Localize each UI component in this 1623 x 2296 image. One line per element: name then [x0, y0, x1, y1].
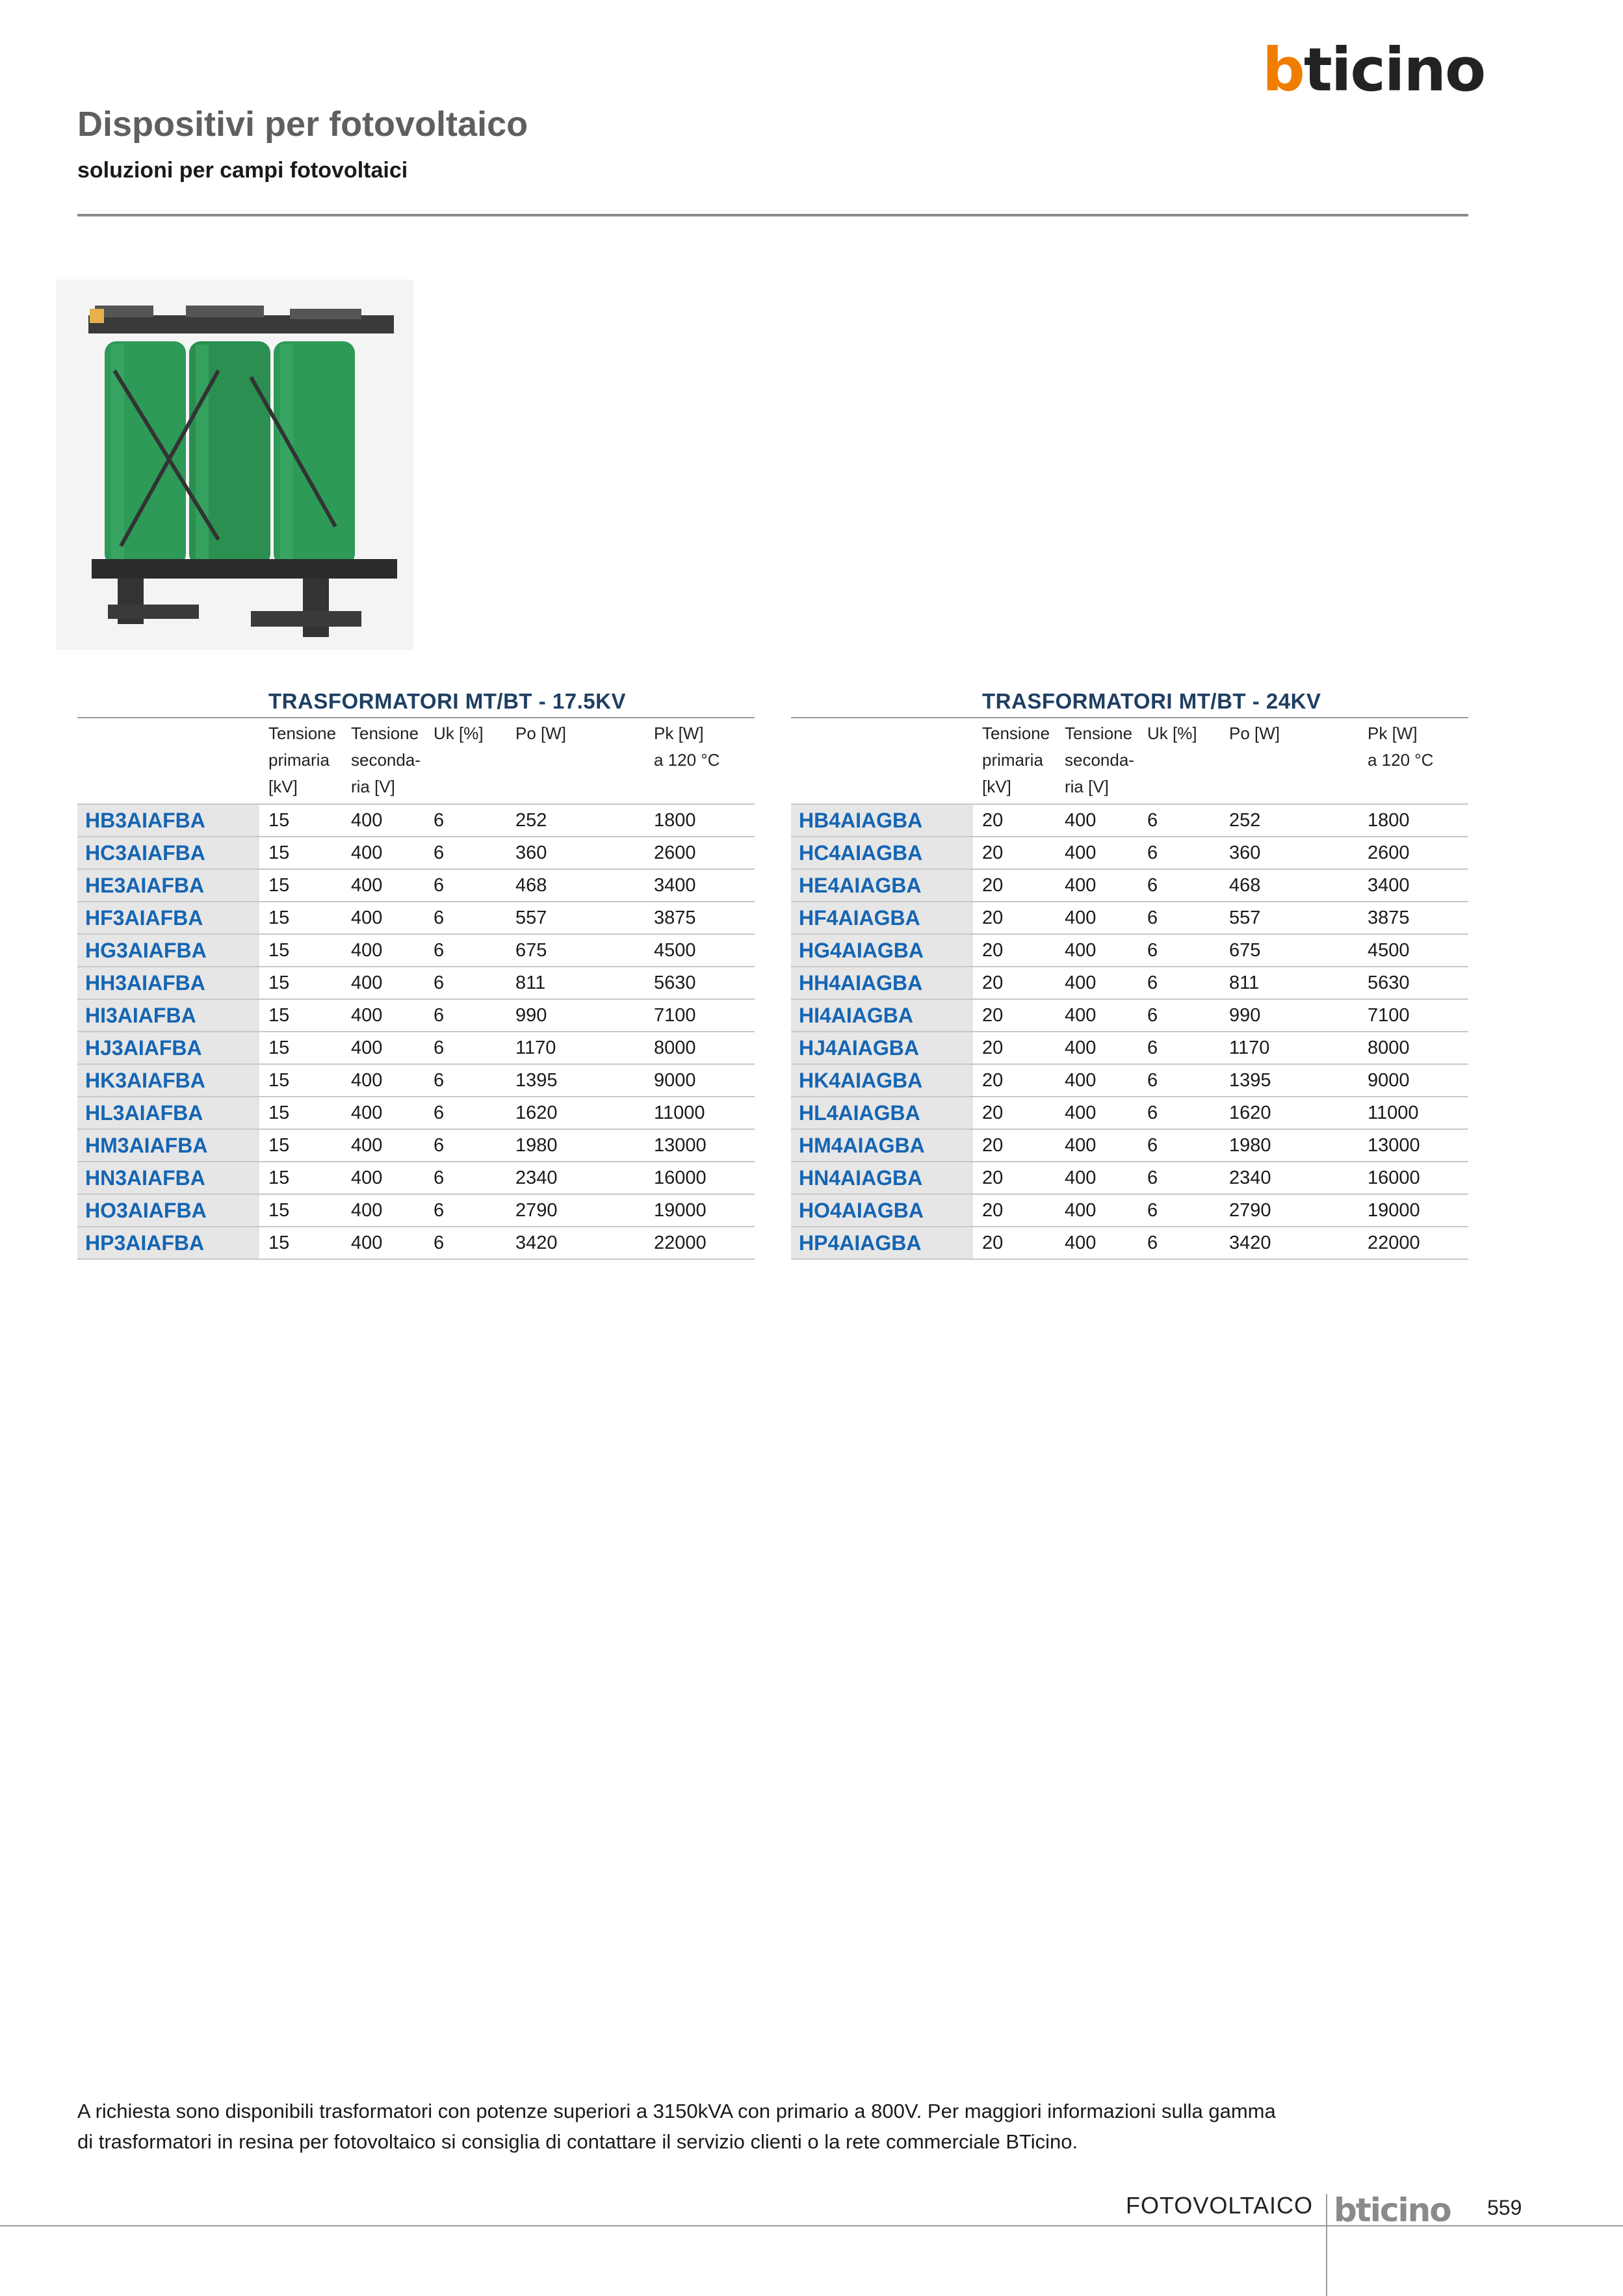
- primary-voltage-cell: 15: [268, 1233, 290, 1253]
- logo-text: ticino: [1355, 2191, 1451, 2229]
- header-divider: [77, 214, 1468, 216]
- pk-cell: 11000: [1368, 1102, 1419, 1123]
- pk-cell: 22000: [654, 1233, 707, 1253]
- product-code: HC3AIAFBA: [77, 837, 261, 868]
- table-row: [77, 1194, 755, 1226]
- product-code: HI3AIAFBA: [77, 1000, 261, 1031]
- pk-cell: 3400: [654, 875, 696, 896]
- secondary-voltage-cell: 400: [1065, 875, 1097, 896]
- product-code: HN4AIAGBA: [791, 1162, 974, 1194]
- uk-cell: 6: [1147, 1037, 1158, 1058]
- po-cell: 2790: [515, 1200, 558, 1221]
- primary-voltage-cell: 20: [982, 1135, 1004, 1156]
- product-code: HE3AIAFBA: [77, 870, 261, 901]
- po-cell: 990: [1229, 1005, 1261, 1026]
- pk-cell: 4500: [1368, 940, 1410, 961]
- uk-cell: 6: [434, 1070, 445, 1091]
- header-po: Po [W]: [515, 724, 567, 743]
- uk-cell: 6: [1147, 940, 1158, 961]
- uk-cell: 6: [434, 810, 445, 831]
- primary-voltage-cell: 15: [268, 810, 290, 831]
- primary-voltage-cell: 20: [982, 1005, 1004, 1026]
- primary-voltage-cell: 20: [982, 1168, 1004, 1188]
- po-cell: 1395: [515, 1070, 558, 1091]
- po-cell: 675: [1229, 940, 1261, 961]
- uk-cell: 6: [434, 1233, 445, 1253]
- po-cell: 1170: [515, 1037, 556, 1058]
- footnote: A richiesta sono disponibili trasformatori con potenze superiori a 3150kVA con primario a 800V. Per maggiori informazioni sulla gamma di trasformatori in resina per fotovoltaico si consiglia di contattare il servizio clienti o la rete commerciale BTicino.: [77, 2100, 1276, 2153]
- po-cell: 468: [515, 875, 547, 896]
- uk-cell: 6: [434, 1102, 445, 1123]
- pk-cell: 19000: [1368, 1200, 1420, 1221]
- primary-voltage-cell: 15: [268, 1135, 290, 1156]
- product-code: HB3AIAFBA: [77, 805, 261, 836]
- pk-cell: 3400: [1368, 875, 1410, 896]
- header-secondary-voltage: Tensione seconda- ria [V]: [351, 724, 421, 796]
- uk-cell: 6: [1147, 842, 1158, 863]
- bticino-footer-logo: [1334, 2191, 1451, 2229]
- table-row: [791, 868, 1468, 901]
- po-cell: 3420: [1229, 1233, 1271, 1253]
- table-row: [791, 933, 1468, 966]
- logo-text: ticino: [1303, 35, 1485, 105]
- pk-cell: 11000: [654, 1102, 705, 1123]
- header-pk: Pk [W] a 120 °C: [1368, 724, 1434, 770]
- pk-cell: 16000: [1368, 1168, 1420, 1188]
- product-code: HJ3AIAFBA: [77, 1032, 261, 1063]
- secondary-voltage-cell: 400: [1065, 842, 1097, 863]
- secondary-voltage-cell: 400: [1065, 1070, 1097, 1091]
- table-row: [77, 868, 755, 901]
- secondary-voltage-cell: 400: [351, 875, 383, 896]
- table-row: [791, 901, 1468, 933]
- table-row: [77, 1031, 755, 1063]
- secondary-voltage-cell: 400: [1065, 1037, 1097, 1058]
- po-cell: 2340: [1229, 1168, 1271, 1188]
- table-row: [791, 1128, 1468, 1161]
- pk-cell: 3875: [1368, 907, 1410, 928]
- uk-cell: 6: [434, 1005, 445, 1026]
- uk-cell: 6: [1147, 972, 1158, 993]
- table-row: [791, 998, 1468, 1031]
- secondary-voltage-cell: 400: [1065, 1135, 1097, 1156]
- table-row: [77, 1063, 755, 1096]
- uk-cell: 6: [434, 1135, 445, 1156]
- table-row: [77, 836, 755, 868]
- primary-voltage-cell: 20: [982, 1070, 1004, 1091]
- pk-cell: 9000: [654, 1070, 696, 1091]
- secondary-voltage-cell: 400: [351, 1005, 383, 1026]
- logo-b: b: [1262, 35, 1304, 105]
- po-cell: 557: [1229, 907, 1261, 928]
- secondary-voltage-cell: 400: [1065, 810, 1097, 831]
- primary-voltage-cell: 15: [268, 972, 290, 993]
- pk-cell: 7100: [1368, 1005, 1410, 1026]
- primary-voltage-cell: 15: [268, 940, 290, 961]
- product-code: HB4AIAGBA: [791, 805, 974, 836]
- pk-cell: 3875: [654, 907, 696, 928]
- uk-cell: 6: [1147, 1200, 1158, 1221]
- po-cell: 811: [515, 972, 546, 993]
- pk-cell: 4500: [654, 940, 696, 961]
- uk-cell: 6: [1147, 1102, 1158, 1123]
- table-row: [77, 803, 755, 836]
- secondary-voltage-cell: 400: [1065, 1102, 1097, 1123]
- page-title: Dispositivi per fotovoltaico: [77, 105, 528, 144]
- po-cell: 360: [515, 842, 547, 863]
- product-code: HC4AIAGBA: [791, 837, 974, 868]
- secondary-voltage-cell: 400: [351, 907, 383, 928]
- primary-voltage-cell: 20: [982, 907, 1004, 928]
- primary-voltage-cell: 20: [982, 1233, 1004, 1253]
- product-code: HP4AIAGBA: [791, 1227, 974, 1259]
- table-row: [791, 1194, 1468, 1226]
- pk-cell: 2600: [1368, 842, 1410, 863]
- secondary-voltage-cell: 400: [351, 842, 383, 863]
- product-code: HL4AIAGBA: [791, 1097, 974, 1128]
- secondary-voltage-cell: 400: [1065, 1233, 1097, 1253]
- table-row: [791, 803, 1468, 836]
- primary-voltage-cell: 20: [982, 842, 1004, 863]
- header-pk: Pk [W] a 120 °C: [654, 724, 720, 770]
- table-row: [77, 966, 755, 998]
- secondary-voltage-cell: 400: [351, 1168, 383, 1188]
- table-row: [77, 1226, 755, 1260]
- product-code: HK3AIAFBA: [77, 1065, 261, 1096]
- primary-voltage-cell: 15: [268, 1200, 290, 1221]
- po-cell: 2340: [515, 1168, 558, 1188]
- product-code: HH4AIAGBA: [791, 967, 974, 998]
- product-code: HE4AIAGBA: [791, 870, 974, 901]
- product-code: HI4AIAGBA: [791, 1000, 974, 1031]
- pk-cell: 5630: [654, 972, 696, 993]
- po-cell: 811: [1229, 972, 1260, 993]
- product-code: HG4AIAGBA: [791, 935, 974, 966]
- page-subtitle: soluzioni per campi fotovoltaici: [77, 158, 408, 183]
- secondary-voltage-cell: 400: [351, 810, 383, 831]
- pk-cell: 16000: [654, 1168, 707, 1188]
- table-row: [791, 1063, 1468, 1096]
- product-code: HG3AIAFBA: [77, 935, 261, 966]
- secondary-voltage-cell: 400: [351, 1233, 383, 1253]
- secondary-voltage-cell: 400: [1065, 1168, 1097, 1188]
- secondary-voltage-cell: 400: [351, 1200, 383, 1221]
- product-code: HM4AIAGBA: [791, 1130, 974, 1161]
- uk-cell: 6: [1147, 1168, 1158, 1188]
- po-cell: 1620: [515, 1102, 558, 1123]
- uk-cell: 6: [434, 875, 445, 896]
- uk-cell: 6: [1147, 875, 1158, 896]
- primary-voltage-cell: 20: [982, 1037, 1004, 1058]
- primary-voltage-cell: 20: [982, 1200, 1004, 1221]
- uk-cell: 6: [434, 907, 445, 928]
- table-header: [791, 718, 1468, 803]
- po-cell: 252: [515, 810, 547, 831]
- uk-cell: 6: [1147, 810, 1158, 831]
- pk-cell: 5630: [1368, 972, 1410, 993]
- table-row: [791, 836, 1468, 868]
- product-code: HK4AIAGBA: [791, 1065, 974, 1096]
- pk-cell: 22000: [1368, 1233, 1420, 1253]
- po-cell: 675: [515, 940, 547, 961]
- table-row: [77, 1128, 755, 1161]
- pk-cell: 1800: [1368, 810, 1410, 831]
- primary-voltage-cell: 20: [982, 875, 1004, 896]
- uk-cell: 6: [434, 1168, 445, 1188]
- product-code: HH3AIAFBA: [77, 967, 261, 998]
- primary-voltage-cell: 20: [982, 1102, 1004, 1123]
- po-cell: 557: [515, 907, 547, 928]
- logo-b: b: [1334, 2191, 1356, 2229]
- secondary-voltage-cell: 400: [351, 940, 383, 961]
- secondary-voltage-cell: 400: [1065, 1005, 1097, 1026]
- product-code: HO4AIAGBA: [791, 1195, 974, 1226]
- primary-voltage-cell: 15: [268, 875, 290, 896]
- product-code: HO3AIAFBA: [77, 1195, 261, 1226]
- table-title: TRASFORMATORI MT/BT - 24KV: [982, 689, 1321, 713]
- footer-vertical-divider: [1326, 2194, 1327, 2296]
- secondary-voltage-cell: 400: [1065, 1200, 1097, 1221]
- uk-cell: 6: [434, 1200, 445, 1221]
- secondary-voltage-cell: 400: [1065, 940, 1097, 961]
- uk-cell: 6: [1147, 907, 1158, 928]
- table-17kv: [77, 686, 755, 1260]
- header-secondary-voltage: Tensione seconda- ria [V]: [1065, 724, 1134, 796]
- po-cell: 252: [1229, 810, 1261, 831]
- product-code: HN3AIAFBA: [77, 1162, 261, 1194]
- pk-cell: 8000: [1368, 1037, 1410, 1058]
- secondary-voltage-cell: 400: [351, 1037, 383, 1058]
- header-primary-voltage: Tensione primaria [kV]: [982, 724, 1050, 796]
- header-code: [791, 720, 974, 803]
- table-row: [77, 1096, 755, 1128]
- table-body: [791, 803, 1468, 1260]
- header-code: [77, 720, 261, 803]
- header-uk: Uk [%]: [1147, 724, 1197, 743]
- pk-cell: 19000: [654, 1200, 707, 1221]
- primary-voltage-cell: 15: [268, 1037, 290, 1058]
- product-code: HM3AIAFBA: [77, 1130, 261, 1161]
- transformer-icon: [56, 280, 413, 650]
- pk-cell: 8000: [654, 1037, 696, 1058]
- primary-voltage-cell: 20: [982, 940, 1004, 961]
- po-cell: 2790: [1229, 1200, 1271, 1221]
- table-row: [77, 1161, 755, 1194]
- table-row: [791, 966, 1468, 998]
- header-po: Po [W]: [1229, 724, 1280, 743]
- table-header: [77, 718, 755, 803]
- secondary-voltage-cell: 400: [1065, 972, 1097, 993]
- primary-voltage-cell: 15: [268, 1102, 290, 1123]
- header-primary-voltage: Tensione primaria [kV]: [268, 724, 337, 796]
- table-24kv: [791, 686, 1468, 1260]
- po-cell: 1395: [1229, 1070, 1271, 1091]
- table-row: [791, 1161, 1468, 1194]
- product-code: HF4AIAGBA: [791, 902, 974, 933]
- transformer-image: [56, 280, 413, 650]
- secondary-voltage-cell: 400: [351, 1102, 383, 1123]
- po-cell: 990: [515, 1005, 547, 1026]
- uk-cell: 6: [434, 972, 445, 993]
- table-row: [791, 1226, 1468, 1260]
- product-code: HL3AIAFBA: [77, 1097, 261, 1128]
- pk-cell: 2600: [654, 842, 696, 863]
- primary-voltage-cell: 15: [268, 842, 290, 863]
- table-title: TRASFORMATORI MT/BT - 17.5KV: [268, 689, 626, 713]
- header-uk: Uk [%]: [434, 724, 484, 743]
- pk-cell: 9000: [1368, 1070, 1410, 1091]
- primary-voltage-cell: 15: [268, 1070, 290, 1091]
- uk-cell: 6: [434, 1037, 445, 1058]
- po-cell: 1980: [1229, 1135, 1271, 1156]
- footer-section-label: FOTOVOLTAICO: [1126, 2192, 1314, 2219]
- uk-cell: 6: [1147, 1233, 1158, 1253]
- secondary-voltage-cell: 400: [351, 1135, 383, 1156]
- pk-cell: 13000: [654, 1135, 707, 1156]
- table-body: [77, 803, 755, 1260]
- uk-cell: 6: [434, 842, 445, 863]
- po-cell: 360: [1229, 842, 1261, 863]
- table-row: [791, 1096, 1468, 1128]
- po-cell: 3420: [515, 1233, 558, 1253]
- primary-voltage-cell: 20: [982, 810, 1004, 831]
- primary-voltage-cell: 20: [982, 972, 1004, 993]
- primary-voltage-cell: 15: [268, 1168, 290, 1188]
- page-number: 559: [1487, 2196, 1522, 2219]
- table-row: [77, 901, 755, 933]
- table-row: [791, 1031, 1468, 1063]
- uk-cell: 6: [1147, 1135, 1158, 1156]
- product-code: HF3AIAFBA: [77, 902, 261, 933]
- secondary-voltage-cell: 400: [351, 972, 383, 993]
- pk-cell: 1800: [654, 810, 696, 831]
- uk-cell: 6: [1147, 1005, 1158, 1026]
- secondary-voltage-cell: 400: [1065, 907, 1097, 928]
- table-row: [77, 933, 755, 966]
- pk-cell: 13000: [1368, 1135, 1420, 1156]
- primary-voltage-cell: 15: [268, 1005, 290, 1026]
- po-cell: 1980: [515, 1135, 558, 1156]
- po-cell: 1620: [1229, 1102, 1271, 1123]
- product-code: HJ4AIAGBA: [791, 1032, 974, 1063]
- uk-cell: 6: [1147, 1070, 1158, 1091]
- table-row: [77, 998, 755, 1031]
- po-cell: 468: [1229, 875, 1261, 896]
- bticino-logo: [1262, 35, 1485, 105]
- primary-voltage-cell: 15: [268, 907, 290, 928]
- product-code: HP3AIAFBA: [77, 1227, 261, 1259]
- pk-cell: 7100: [654, 1005, 696, 1026]
- po-cell: 1170: [1229, 1037, 1270, 1058]
- uk-cell: 6: [434, 940, 445, 961]
- secondary-voltage-cell: 400: [351, 1070, 383, 1091]
